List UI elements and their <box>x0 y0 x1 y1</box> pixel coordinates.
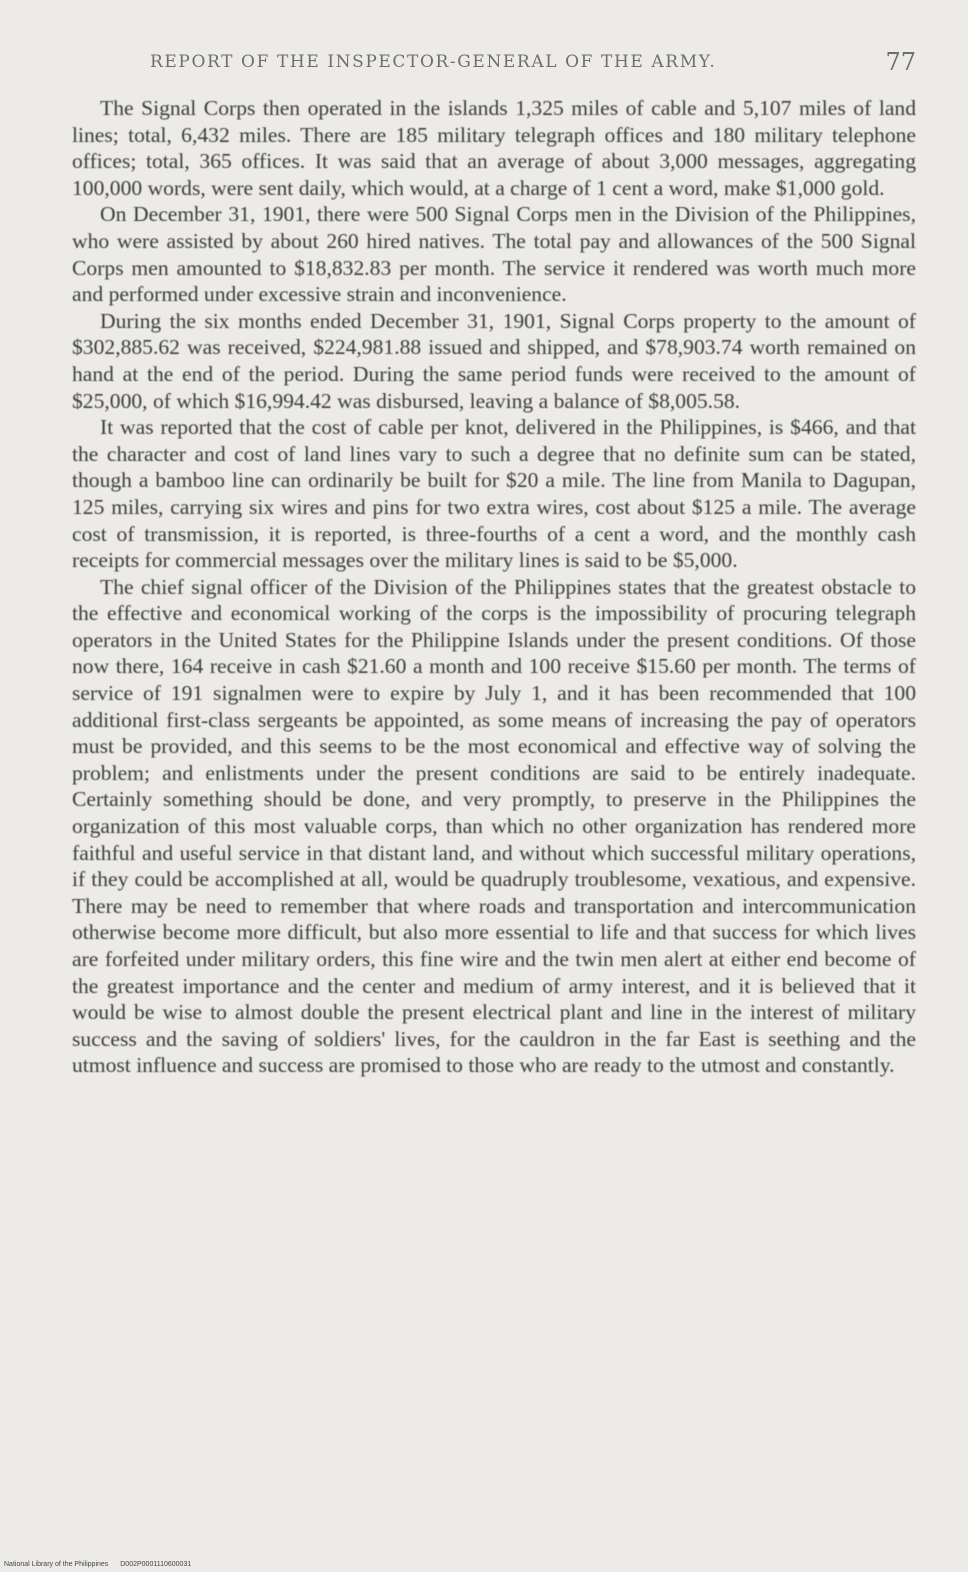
paragraph: During the six months ended December 31, 1901, Signal Corps property to the amount of $302,885.62 was received, $224,981.88 issued and shipped, and $78,903.74 worth remained on hand at the end of the period. During the same period funds were received to the amount of $25,000, of which $16,994.42 was disbursed, leaving a balance of $8,005.58. <box>72 308 916 413</box>
footer-library: National Library of the Philippines <box>4 1561 109 1568</box>
footer-identifier: D002P0001110600031 <box>120 1561 192 1568</box>
scan-footer <box>4 1561 201 1568</box>
paragraph: The Signal Corps then operated in the islands 1,325 miles of cable and 5,107 miles of land lines; total, 6,432 miles. There are 185 military telegraph offices and 180 military telephone offices; total, 365 offices. It was said that an average of about 3,000 messages, aggregating 100,000 words, were sent daily, which would, at a charge of 1 cent a word, make $1,000 gold. <box>72 96 916 200</box>
body-text <box>72 95 916 1079</box>
header-title: REPORT OF THE INSPECTOR-GENERAL OF THE ARMY. <box>150 52 717 72</box>
running-header <box>150 50 916 76</box>
paragraph: On December 31, 1901, there were 500 Signal Corps men in the Division of the Philippines, who were assisted by about 260 hired natives. The total pay and allowances of the 500 Signal Corps men amounted to $18,832.83 per month. The service it rendered was worth much more and performed under excessive strain and inconvenience. <box>72 202 916 307</box>
paragraph: The chief signal officer of the Division of the Philippines states that the greatest obstacle to the effective and economical working of the corps is the impossibility of procuring telegraph operators in the United States for the Philippine Islands under the present conditions. Of those now there, 164 receive in cash $21.60 a month and 100 receive $15.60 per month. The terms of service of 191 signalmen were to expire by July 1, and it has been recommended that 100 additional first-class sergeants be appointed, as some means of increasing the pay of operators must be provided, and this seems to be the most economical and effective way of solving the problem; and enlistments under the present conditions are said to be entirely inadequate. Certainly something should be done, and very promptly, to preserve in the Philippines the organization of this most valuable corps, than which no other organization has rendered more faithful and useful service in that distant land, and without which successful military operations, if they could be accomplished at all, would be quadruply troublesome, vexatious, and expensive. There may be need to remember that where roads and transportation and intercommunication otherwise become more difficult, but also more essential to life and that success for which lives are forfeited under military orders, this fine wire and the twin men alert at either end become of the greatest importance and the center and medium of army interest, and it is believed that it would be wise to almost double the present electrical plant and line in the interest of military success and the saving of soldiers' lives, for the cauldron in the far East is seething and the utmost influence and success are promised to those who are ready to the utmost and constantly. <box>72 574 916 1078</box>
paragraph: It was reported that the cost of cable per knot, delivered in the Philippines, is $466, and that the character and cost of land lines vary to such a degree that no definite sum can be stated, though a bamboo line can ordinarily be built for $20 a mile. The line from Manila to Dagupan, 125 miles, carrying six wires and pins for two extra wires, cost about $125 a mile. The average cost of transmission, it is reported, is three-fourths of a cent a word, and the monthly cash receipts for commercial messages over the military lines is said to be $5,000. <box>72 415 916 573</box>
page-number: 77 <box>885 48 916 76</box>
